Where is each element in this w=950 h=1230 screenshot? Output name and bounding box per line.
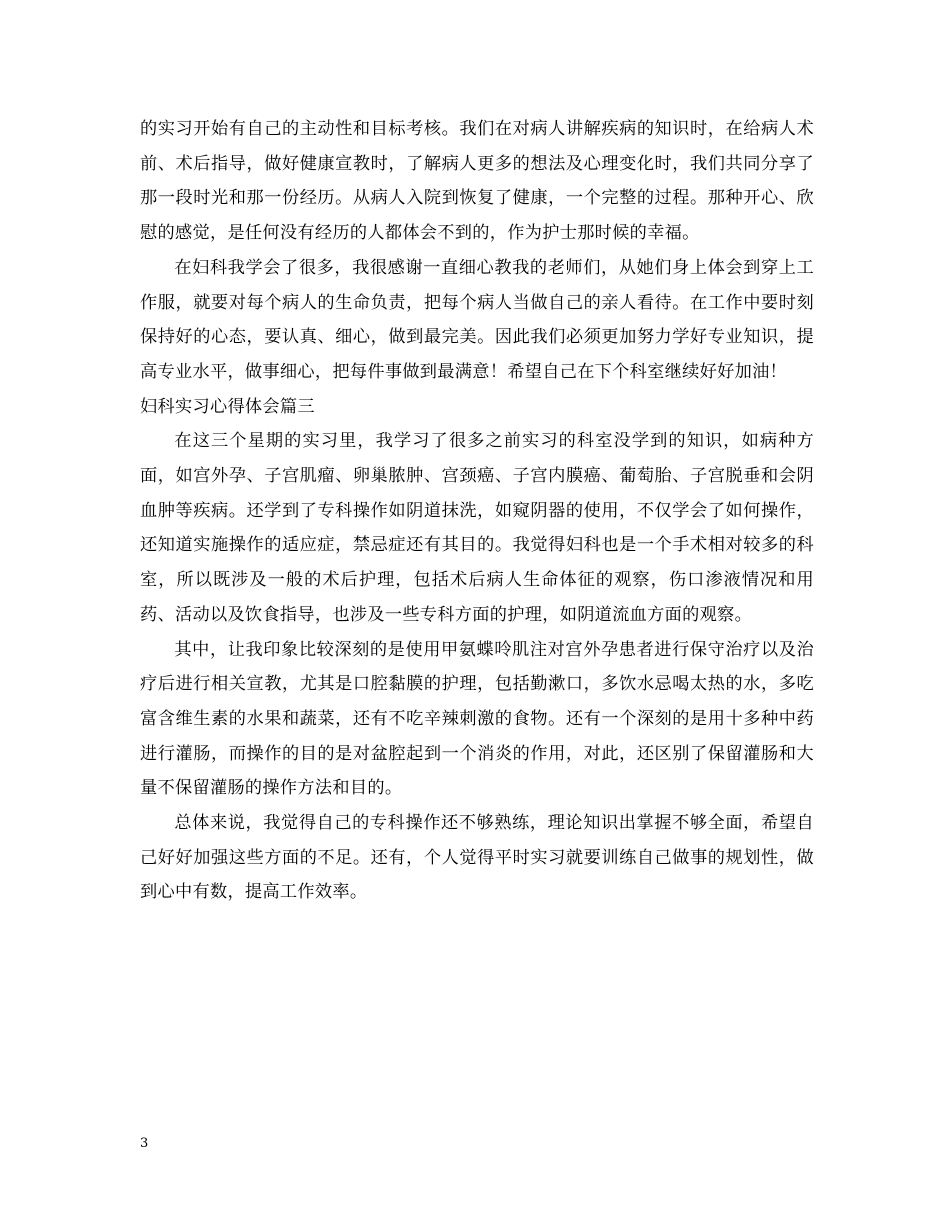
paragraph-summary: 总体来说，我觉得自己的专科操作还不够熟练，理论知识出掌握不够全面，希望自己好好加强这些方面的不足。还有，个人觉得平时实习就要训练自己做事的规划性，做到心中有数，提高工作效率。 [140,813,814,903]
page-number: 3 [140,1136,149,1151]
paragraph-continued: 的实习开始有自己的主动性和目标考核。我们在对病人讲解疾病的知识时，在给病人术前、术后指导，做好健康宣教时，了解病人更多的想法及心理变化时，我们共同分享了那一段时光和那一份经历。从病人入院到恢复了健康，一个完整的过程。那种开心、欣慰的感觉，是任何没有经历的人都体会不到的，作为护士那时候的幸福。 [140,119,814,244]
section-heading: 妇科实习心得体会篇三 [140,396,315,417]
paragraph-three-weeks: 在这三个星期的实习里，我学习了很多之前实习的科室没学到的知识，如病种方面，如宫外孕、子宫肌瘤、卵巢脓肿、宫颈癌、子宫内膜癌、葡萄胎、子宫脱垂和会阴血肿等疾病。还学到了专科操作如阴道抹洗，如窥阴器的使用，不仅学会了如何操作，还知道实施操作的适应症，禁忌症还有其目的。我觉得妇科也是一个手术相对较多的科室，所以既涉及一般的术后护理，包括术后病人生命体征的观察，伤口渗液情况和用药、活动以及饮食指导，也涉及一些专科方面的护理，如阴道流血方面的观察。 [140,431,814,625]
paragraph-impression: 其中，让我印象比较深刻的是使用甲氨蝶呤肌注对宫外孕患者进行保守治疗以及治疗后进行相关宣教，尤其是口腔黏膜的护理，包括勤漱口，多饮水忌喝太热的水，多吃富含维生素的水果和蔬菜，还有不吃辛辣刺激的食物。还有一个深刻的是用十多种中药进行灌肠，而操作的目的是对盆腔起到一个消炎的作用，对此，还区别了保留灌肠和大量不保留灌肠的操作方法和目的。 [140,639,814,799]
paragraph-gratitude: 在妇科我学会了很多，我很感谢一直细心教我的老师们，从她们身上体会到穿上工作服，就要对每个病人的生命负责，把每个病人当做自己的亲人看待。在工作中要时刻保持好的心态，要认真、细心，做到最完美。因此我们必须更加努力学好专业知识，提高专业水平，做事细心，把每件事做到最满意！希望自己在下个科室继续好好加油！ [140,257,814,382]
document-body [140,112,814,910]
